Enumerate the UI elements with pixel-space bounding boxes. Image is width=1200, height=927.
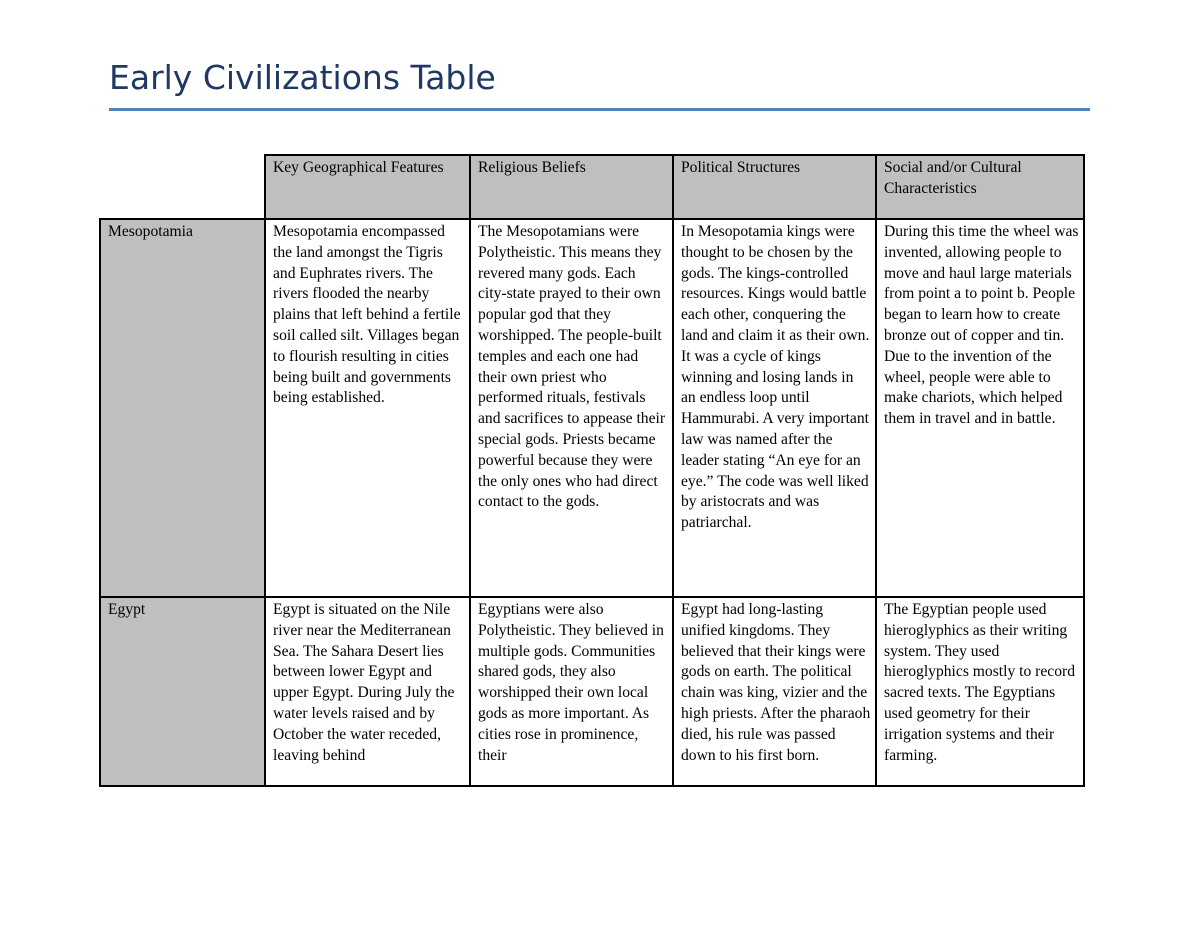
- cell-politics: [673, 219, 876, 597]
- column-header-politics: [673, 155, 876, 219]
- cell-text: Egypt had long-lasting unified kingdoms. They believed that their kings were gods on earth. The political chain was king, vizier and the high priests. After the pharaoh died, his rule was passed down to his first born.: [681, 601, 871, 764]
- column-header-label: Political Structures: [681, 159, 801, 176]
- cell-politics: [673, 597, 876, 786]
- row-header-mesopotamia: [100, 219, 265, 597]
- cell-geography: [265, 597, 470, 786]
- cell-social: [876, 219, 1084, 597]
- cell-text: The Egyptian people used hieroglyphics as their writing system. They used hieroglyphics mostly to record sacred texts. The Egyptians used geometry for their irrigation systems and their farming.: [884, 601, 1075, 764]
- cell-geography: [265, 219, 470, 597]
- cell-text: Mesopotamia encompassed the land amongst the Tigris and Euphrates rivers. The rivers flooded the nearby plains that left behind a fertile soil called silt. Villages began to flourish resulting in cities being built and governments being established.: [273, 223, 461, 407]
- column-header-geography: [265, 155, 470, 219]
- column-header-label: Key Geographical Features: [273, 159, 444, 176]
- table-row-egypt: [100, 597, 1084, 786]
- column-header-label: Religious Beliefs: [478, 159, 586, 176]
- civilization-name: Mesopotamia: [108, 223, 193, 240]
- cell-text: The Mesopotamians were Polytheistic. This means they revered many gods. Each city-state prayed to their own popular god that they worshipped. The people-built temples and each one had their own priest who performed rituals, festivals and sacrifices to appease their special gods. Priests became powerful because they were the only ones who had direct contact to the gods.: [478, 223, 666, 511]
- row-header-egypt: [100, 597, 265, 786]
- cell-text: During this time the wheel was invented, allowing people to move and haul large materials from point a to point b. People began to learn how to create bronze out of copper and tin. Due to the invention of the wheel, people were able to make chariots, which helped them in travel and in battle.: [884, 223, 1079, 428]
- header-corner-cell: [100, 155, 265, 219]
- cell-text: Egypt is situated on the Nile river near the Mediterranean Sea. The Sahara Desert lies between lower Egypt and upper Egypt. During July the water levels raised and by October the water receded, leaving behind: [273, 601, 455, 764]
- cell-text: Egyptians were also Polytheistic. They believed in multiple gods. Communities shared gods, they also worshipped their own local gods as more important. As cities rose in prominence, their: [478, 601, 664, 764]
- table-header-row: [100, 155, 1084, 219]
- column-header-label: Social and/or Cultural Characteristics: [884, 159, 1022, 197]
- cell-religion: [470, 597, 673, 786]
- civilization-name: Egypt: [108, 601, 146, 618]
- table-row-mesopotamia: [100, 219, 1084, 597]
- civilizations-table: [99, 154, 1085, 787]
- cell-text: In Mesopotamia kings were thought to be chosen by the gods. The kings-controlled resources. Kings would battle each other, conquering the land and claim it as their own. It was a cycle of kings winning and losing lands in an endless loop until Hammurabi. A very important law was named after the leader stating “An eye for an eye.” The code was well liked by aristocrats and was patriarchal.: [681, 223, 870, 532]
- cell-social: [876, 597, 1084, 786]
- cell-religion: [470, 219, 673, 597]
- column-header-religion: [470, 155, 673, 219]
- page-title: Early Civilizations Table: [109, 58, 496, 97]
- column-header-social: [876, 155, 1084, 219]
- title-divider: [109, 108, 1090, 111]
